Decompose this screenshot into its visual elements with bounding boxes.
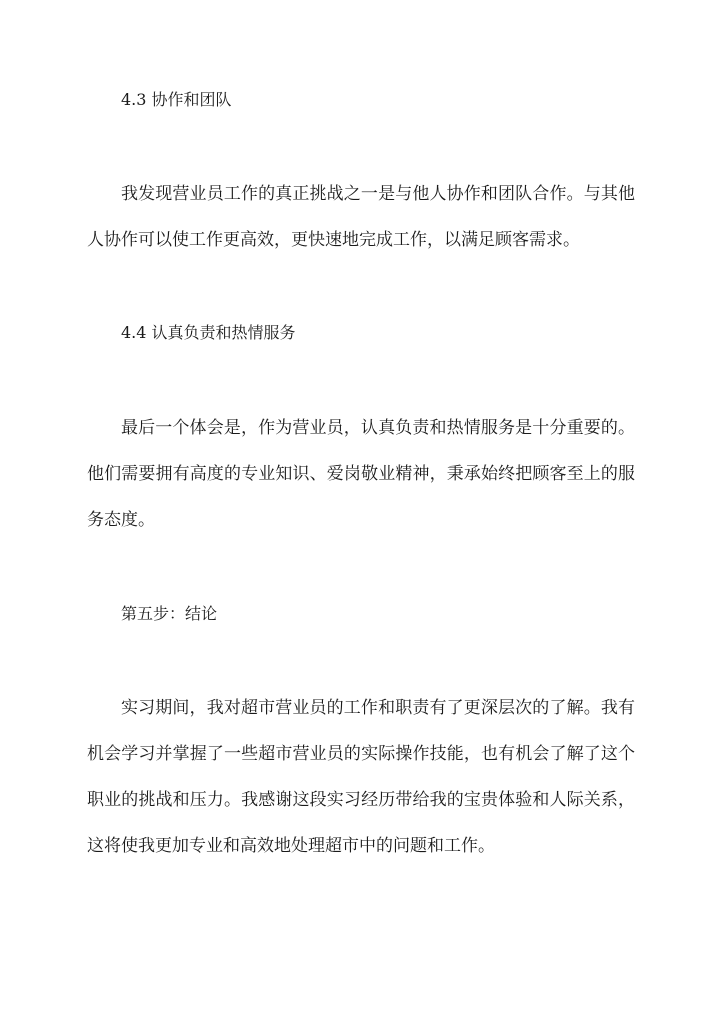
section-paragraph-conclusion: 实习期间，我对超市营业员的工作和职责有了更深层次的了解。我有机会学习并掌握了一些超市营业员的实际操作技能，也有机会了解了这个职业的挑战和压力。我感谢这段实习经历带给我的宝贵体验和人际关系，这将使我更加专业和高效地处理超市中的问题和工作。: [87, 698, 635, 856]
section-paragraph-4-3: 我发现营业员工作的真正挑战之一是与他人协作和团队合作。与其他人协作可以使工作更高效，更快速地完成工作，以满足顾客需求。: [87, 184, 635, 250]
section-heading-conclusion: 第五步：结论: [121, 604, 218, 623]
section-paragraph-4-4: 最后一个体会是，作为营业员，认真负责和热情服务是十分重要的。他们需要拥有高度的专业知识、爱岗敬业精神，秉承始终把顾客至上的服务态度。: [87, 418, 635, 530]
section-heading-4-4: 4.4 认真负责和热情服务: [121, 323, 296, 342]
section-heading-4-3: 4.3 协作和团队: [121, 90, 232, 109]
